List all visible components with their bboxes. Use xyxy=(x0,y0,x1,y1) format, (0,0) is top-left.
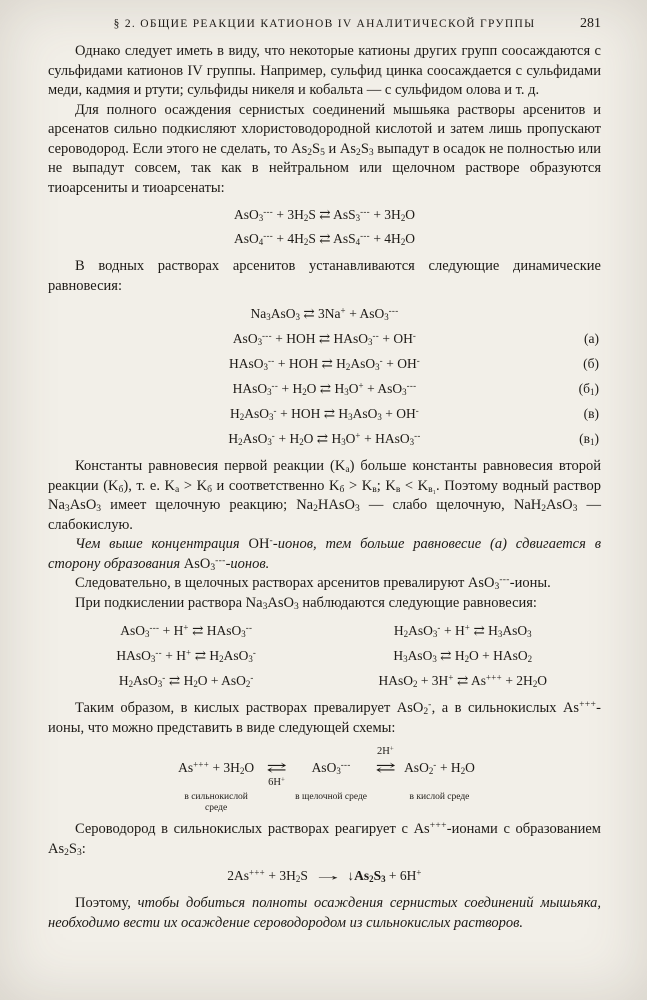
equilibria-block xyxy=(48,301,601,451)
paragraph-equilibrium-constants: Константы равновесия первой реакции $(K_а)$ больше константы равновесия второй реакции $(K_б)$, т. е. $K_а > K_б$ и соответственно $K_б > K_в$; $K_в < K_{в_1}$. Поэтому водный раствор $Na_3AsO_3$ имеет щелочную реакцию; $Na_2HAsO_3$ — слабо щелочную, NaH$_2$AsO$_3$ — слабокислую. xyxy=(48,458,601,533)
equation-label: $(в_1)$ xyxy=(579,431,599,447)
reaction-scheme xyxy=(48,746,601,814)
italic-text: -ионов. xyxy=(225,555,270,572)
equilibrium-row xyxy=(48,426,601,451)
inline-formula-oh: OH- xyxy=(248,535,273,552)
equation: HAsO$_3$-- + $H_2O$ ⇄ $H_3O^+ + AsO_3^{---}$ xyxy=(232,380,417,397)
equation: HAsO$_3$-- + HOH ⇄ $H_2AsO_3^- + OH^-$ xyxy=(228,355,421,372)
equation: AsO$_3$--- + H+ ⇄ HAsO$_3$-- xyxy=(120,622,253,639)
equation-label: $(б_1)$ xyxy=(578,381,599,397)
scheme-arrow-glyph xyxy=(375,758,396,777)
scheme-arrow-glyph xyxy=(266,758,287,777)
paragraph-acidification-need: Для полного осаждения сернистых соединений мышьяка растворы арсенитов и арсенатов сильно подкисляют хлористоводородной кислотой и затем лишь пропускают сероводород. Если этого не сделать, то $As_2S_5$ и $As_2S_3$ выпадут в осадок не полностью или не выпадут совсем, так как в нейтральном или щелочном растворе образуются тиоарсениты и тиоарсенаты: xyxy=(48,101,602,196)
paragraph-h2s-reaction: Сероводород в сильнокислых растворах реагирует с As+++-ионами с образованием $As_2S_3$: xyxy=(48,820,601,858)
equilibrium-row xyxy=(48,376,601,401)
acidification-equations xyxy=(48,618,601,693)
scheme-species-acid xyxy=(404,746,475,803)
reaction-arrow-icon: → xyxy=(312,868,344,883)
paragraph-acidification-equilibria: При подкислении раствора $Na_3AsO_3$ наблюдаются следующие равновесия: xyxy=(75,594,537,612)
paragraph-coprecipitation: Однако следует иметь в виду, что некоторые катионы других групп соосаждаются с сульфидами катионов IV группы. Например, сульфид цинка соосаждается с сульфидами меди, кадмия и ртути; сульфиды никеля и кобальта — с сульфидом олова и т. д. xyxy=(48,43,601,98)
inline-formula-arsenite: AsO$_3$--- xyxy=(183,554,226,573)
equation-thioarsenate: $AsO_4^{---} + 4H_2S$ ⇄ $AsS_4^{---} + 4H_2O$ xyxy=(233,230,416,247)
scheme-arrow-left xyxy=(268,746,285,789)
equation: HAsO$_3$-- + H+ ⇄ $H_2AsO_3^-$ xyxy=(116,647,257,664)
equilibrium-arrow-icon: ⇄ xyxy=(375,760,396,775)
thioarsenite-equations xyxy=(48,203,601,251)
page-number: 281 xyxy=(580,16,601,31)
equation: $H_2AsO_3^-$ + HOH ⇄ $H_3AsO_3 + OH^-$ xyxy=(230,405,419,422)
equation: $H_3AsO_3$ ⇄ $H_2O$ + HAsO$_2$ xyxy=(393,648,533,664)
equation: $H_2AsO_3^- + H^+$ ⇄ $H_3AsO_3$ xyxy=(393,622,532,639)
equation-label: (б) xyxy=(583,356,599,371)
acid-column-right xyxy=(325,618,602,693)
paragraph-conclusion xyxy=(48,894,601,933)
equation-lhs: $2As^{+++} + 3H_2S$ xyxy=(227,867,308,884)
equilibrium-row xyxy=(48,326,601,351)
scheme-formula: $As^{+++} + 3H_2O$ xyxy=(178,759,255,776)
scheme-arrow-bottom-label: 6H+ xyxy=(268,776,286,788)
paragraph-scheme-intro: Таким образом, в кислых растворах превалирует AsO$_2$-, а в сильнокислых As+++-ионы, что можно представить в виде следующей схемы: xyxy=(48,699,601,736)
equilibrium-row xyxy=(48,401,601,426)
scheme-environment-label: в сильнокислой среде xyxy=(184,792,248,813)
equation-label: (а) xyxy=(584,331,599,346)
italic-conclusion-text: чтобы добиться полноты осаждения сернистых соединений мышьяка, необходимо вести их осаждение сероводородом из сильнокислых растворов. xyxy=(48,895,601,931)
scheme-environment-label: в щелочной среде xyxy=(295,792,367,802)
paragraph-alkaline-prevail: Следовательно, в щелочных растворах арсенитов превалируют AsO$_3$----ионы. xyxy=(75,574,551,593)
equation: $H_2AsO_3^- + H_2O$ ⇄ $H_3O^+$ + HAsO$_3$-- xyxy=(228,430,421,447)
equation: $H_2AsO_3^-$ ⇄ $H_2O + AsO_2^-$ xyxy=(118,672,254,689)
scheme-species-strong-acid xyxy=(174,746,258,814)
equilibrium-arrow-icon: ⇄ xyxy=(266,760,287,775)
equation: $Na_3AsO_3$ ⇄ 3Na+ + AsO$_3$--- xyxy=(250,305,399,322)
paragraph-oh-concentration xyxy=(48,535,601,574)
scheme-formula: AsO$_3$--- xyxy=(311,759,351,776)
acid-column-left xyxy=(48,618,325,693)
scheme-arrow-top-label: 2H+ xyxy=(377,745,395,757)
running-head xyxy=(48,16,601,32)
italic-text: Чем выше концентрация xyxy=(75,536,249,552)
equilibrium-row xyxy=(48,351,601,376)
scheme-environment-label: в кислой среде xyxy=(409,792,470,802)
equation-label: (в) xyxy=(583,406,599,421)
scheme-arrow-right xyxy=(377,746,394,789)
precipitate-product: $↓As_2S_3$ xyxy=(347,868,386,884)
final-equation xyxy=(48,864,601,888)
equation: AsO$_3$--- + HOH ⇄ HAsO$_3$-- + OH- xyxy=(232,330,417,347)
equilibrium-row xyxy=(48,301,601,326)
section-title: § 2. ОБЩИЕ РЕАКЦИИ КАТИОНОВ IV АНАЛИТИЧЕСКОЙ ГРУППЫ xyxy=(113,18,536,30)
equation-thioarsenite: $AsO_3^{---} + 3H_2S$ ⇄ $AsS_3^{---} + 3H_2O$ xyxy=(233,206,416,223)
regular-text: Поэтому, xyxy=(75,895,138,911)
scheme-formula: $AsO_2^- + H_2O$ xyxy=(404,759,475,776)
scheme-species-alkaline xyxy=(295,746,367,803)
equation-rhs: + 6H+ xyxy=(388,867,422,883)
italic-text: -ионов, тем больше равновесие (а) сдвигается в сторону образования xyxy=(48,536,601,572)
equation: HAsO$_2$ + 3H+ ⇄ $As^{+++} + 2H_2O$ xyxy=(378,672,548,689)
paragraph-dynamic-equilibria: В водных растворах арсенитов устанавливаются следующие динамические равновесия: xyxy=(48,258,601,294)
